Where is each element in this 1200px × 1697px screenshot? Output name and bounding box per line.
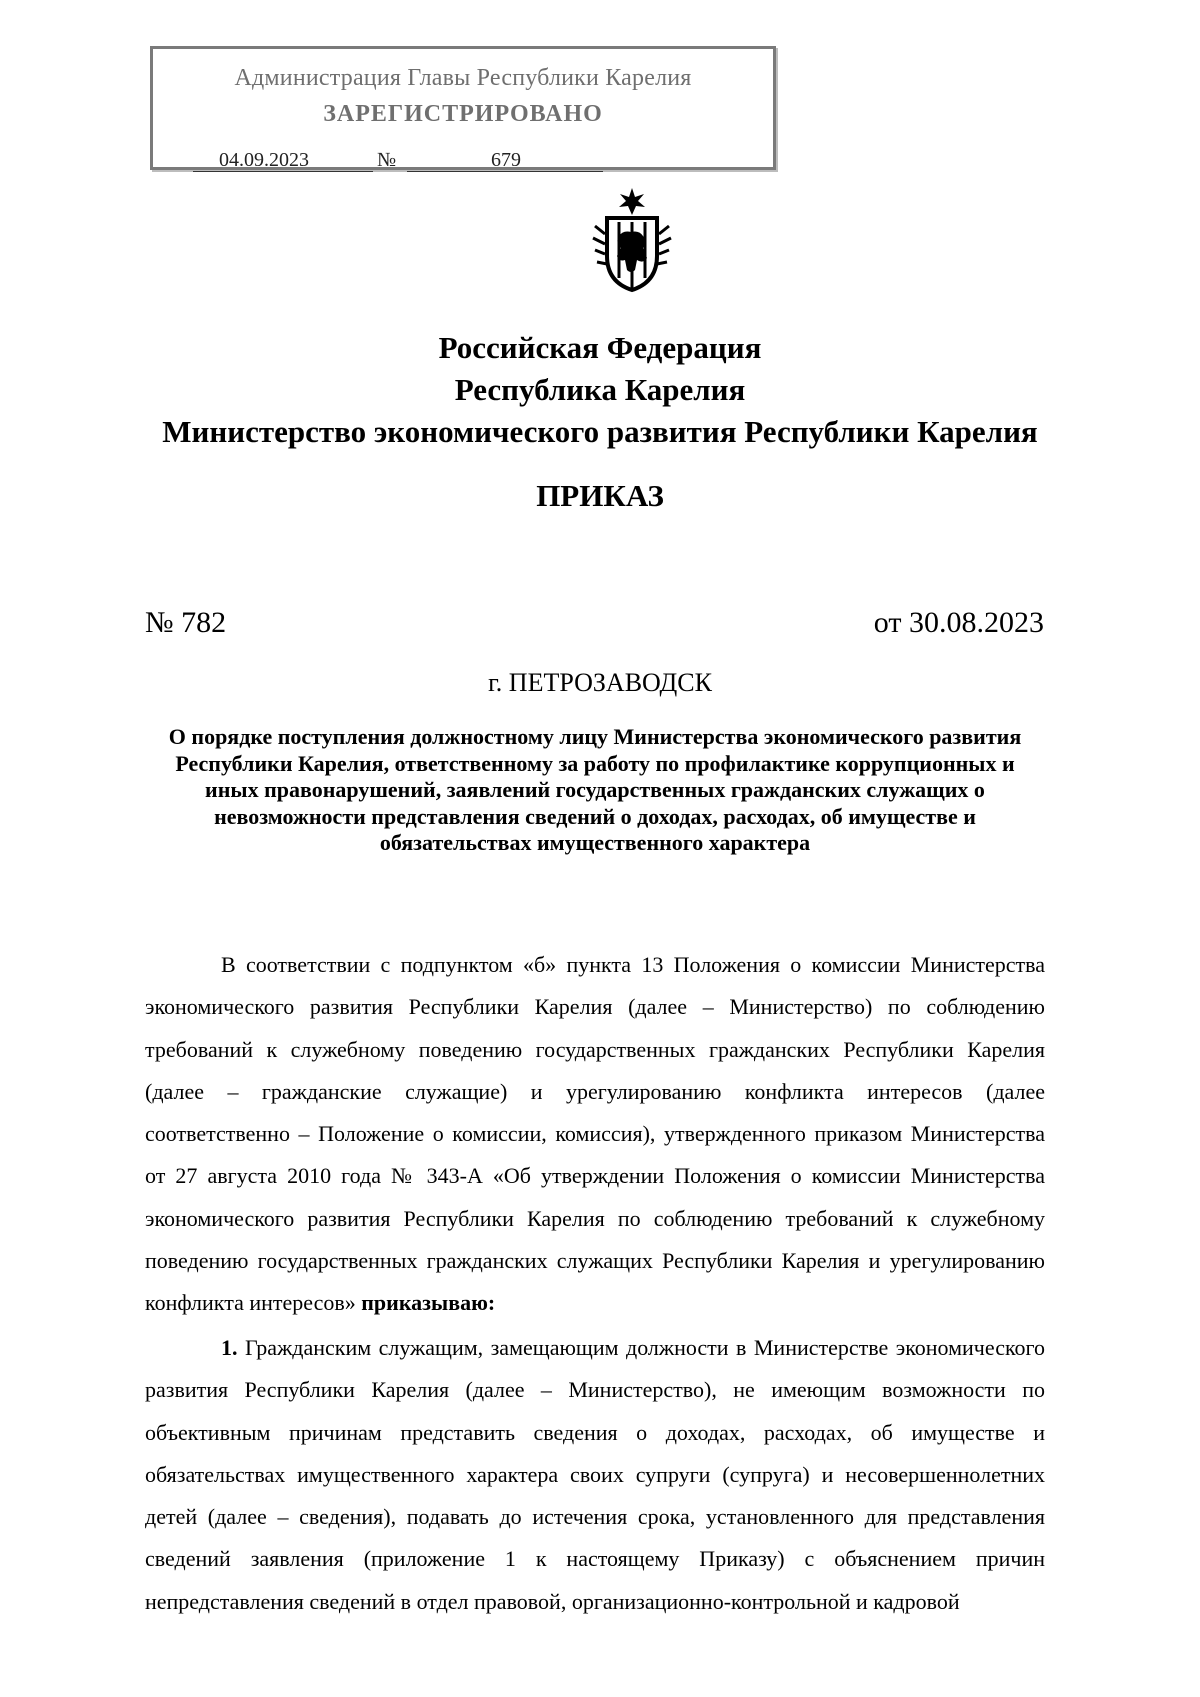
clause-1-paragraph [145,1327,1045,1623]
document-date: от 30.08.2023 [873,606,1044,639]
document-city: г. ПЕТРОЗАВОДСК [488,668,712,697]
title-line: Республики Карелия, ответственному за работу по профилактике коррупционных и [175,750,1015,776]
registration-stamp [150,46,776,170]
document-title [145,724,1045,857]
order-verb: приказываю: [361,1290,496,1316]
title-line: обязательствах имущественного характера [379,830,811,855]
clause-number: 1. [221,1335,238,1360]
header-republic: Республика Карелия [454,372,746,407]
stamp-status: ЗАРЕГИСТРИРОВАНО [323,101,603,127]
preamble-paragraph [145,944,1045,1325]
header-ministry: Министерство экономического развития Республики Карелия [162,414,1038,449]
stamp-date: 04.09.2023 [193,149,373,172]
stamp-number-sign: № [377,149,397,171]
preamble-text: В соответствии с подпунктом «б» пункта 13 Положения о комиссии Министерства экономического развития Республики Карелия (далее – Министерство) по соблюдению требований к служебному поведению государственных гражданских Республики Карелия (далее – гражданские служащие) и урегулированию конфликта интересов (далее соответственно – Положение о комиссии, комиссия), утвержденного приказом Министерства от 27 августа 2010 года № 343-А «Об утверждении Положения о комиссии Министерства экономического развития Республики Карелия по соблюдению требований к служебному поведению государственных гражданских служащих Республики Карелия и урегулированию конфликта интересов» [145,952,1045,1316]
karelia-coat-of-arms-icon [585,186,679,294]
stamp-number: 679 [407,149,603,172]
clause-text: Гражданским служащим, замещающим должности в Министерстве экономического развития Республики Карелия (далее – Министерство), не имеющим возможности по объективным причинам представить сведения о доходах, расходах, об имуществе и обязательствах имущественного характера своих супруги (супруга) и несовершеннолетних детей (далее – сведения), подавать до истечения срока, установленного для представления сведений заявления (приложение 1 к настоящему Приказу) с объяснением причин непредставления сведений в отдел правовой, организационно-контрольной и кадровой [145,1335,1046,1614]
title-line: иных правонарушений, заявлений государственных гражданских служащих о [205,777,985,802]
header-country: Российская Федерация [438,330,762,365]
document-number: № 782 [145,606,227,639]
title-line: О порядке поступления должностному лицу Министерства экономического развития [168,724,1022,749]
title-line: невозможности представления сведений о доходах, расходах, об имуществе и [214,803,976,829]
stamp-organization: Администрация Главы Республики Карелия [234,65,692,91]
document-type: ПРИКАЗ [536,478,664,513]
